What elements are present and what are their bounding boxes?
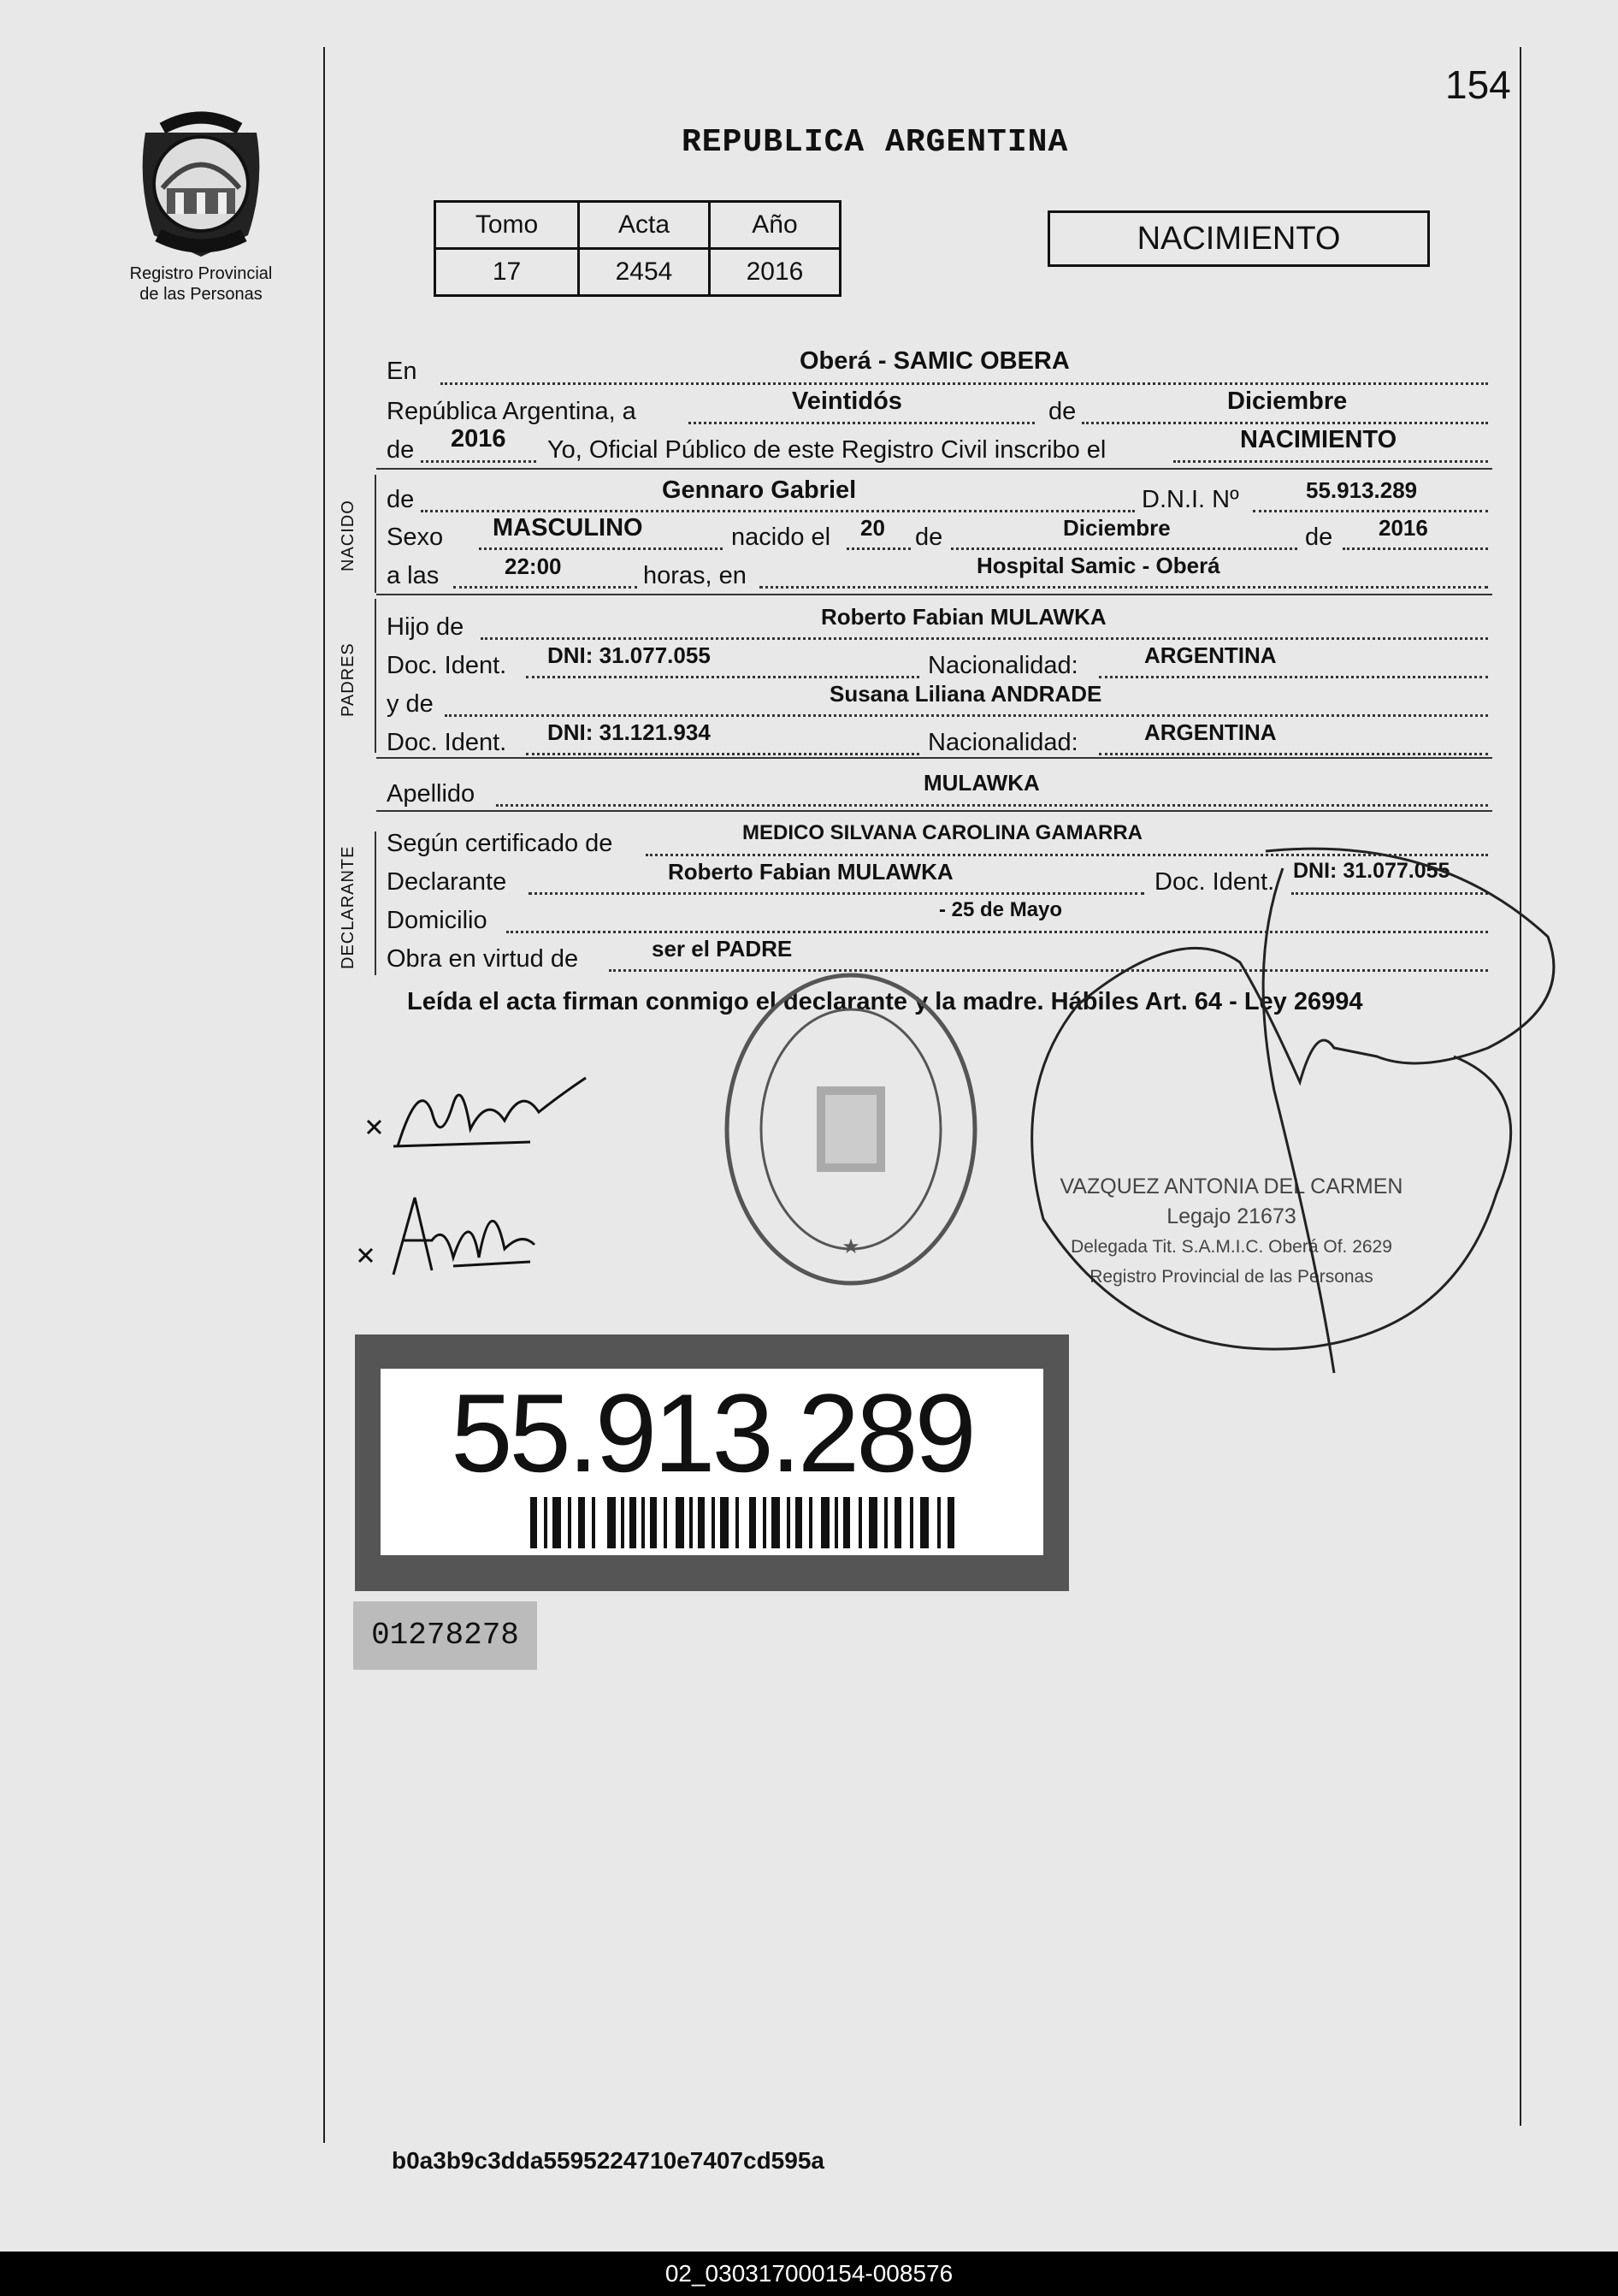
anio-label: Año [710,202,841,249]
official-stamp-name: VAZQUEZ ANTONIA DEL CARMEN [1060,1175,1403,1198]
footer-id-bar: 02_030317000154-008576 [0,2252,1618,2296]
birth-time-value: 22:00 [505,553,562,579]
record-type-box: NACIMIENTO [1048,210,1430,267]
month-value: Diciembre [1227,388,1348,415]
dotted-leader [1099,676,1488,678]
a-las-label: a las [387,562,440,589]
domicilio-value: - 25 de Mayo [939,898,1063,921]
section-divider [376,468,1492,470]
father-nationality-label: Nacionalidad: [928,652,1078,679]
father-doc-label: Doc. Ident. [387,652,507,679]
barcode-label [355,1334,1069,1591]
dotted-leader [421,460,536,463]
declarant-signature [359,1061,599,1163]
obra-label: Obra en virtud de [387,945,579,973]
father-nationality-value: ARGENTINA [1144,642,1277,668]
horas-label: horas, en [643,562,747,589]
declarante-section-label: DECLARANTE [339,845,357,969]
y-de-label: y de [387,690,434,718]
barcode-label-inner [381,1369,1043,1555]
birth-de-year-label: de [1305,524,1333,551]
serial-number: 01278278 [353,1601,537,1670]
dotted-leader [1099,753,1488,755]
acta-label: Acta [579,202,710,249]
closing-statement: Leída el acta firman conmigo el declarante y la madre. Hábiles Art. 64 - Ley 26994 [407,988,1363,1015]
dotted-leader [1082,422,1488,424]
dotted-leader [440,382,1488,385]
birth-de-label: de [915,524,943,551]
inscribo-value: NACIMIENTO [1240,426,1397,453]
mother-name-value: Susana Liliana ANDRADE [830,681,1102,707]
mother-doc-label: Doc. Ident. [387,729,507,756]
anio-value: 2016 [710,249,841,296]
left-margin-line [323,47,325,2143]
dotted-leader [1173,460,1488,463]
child-name-value: Gennaro Gabriel [662,476,857,504]
child-dni-value: 55.913.289 [1306,477,1418,503]
provincia-misiones-seal [128,107,274,261]
dotted-leader [526,753,919,755]
dotted-leader [759,586,1488,589]
dotted-leader [847,547,911,550]
tomo-label: Tomo [435,202,579,249]
birth-day-value: 20 [860,515,885,541]
dni-label: D.N.I. Nº [1142,486,1239,513]
document-hash: b0a3b9c3dda5595224710e7407cd595a [392,2147,824,2174]
mother-signature [351,1181,547,1292]
dotted-leader [526,676,919,678]
day-words-value: Veintidós [792,388,902,415]
hijo-de-label: Hijo de [387,613,464,641]
mother-doc-value: DNI: 31.121.934 [547,719,711,745]
nacido-de-label: de [387,486,415,513]
svg-text:★: ★ [841,1235,860,1258]
obra-value: ser el PADRE [652,936,793,962]
official-stamp-legajo: Legajo 21673 [1166,1204,1296,1228]
father-name-value: Roberto Fabian MULAWKA [821,604,1107,630]
certificado-value: MEDICO SILVANA CAROLINA GAMARRA [742,821,1143,844]
birth-month-value: Diciembre [1063,515,1171,541]
official-stamp-role: Delegada Tit. S.A.M.I.C. Oberá Of. 2629 [1071,1237,1392,1257]
record-table [434,200,841,297]
declarante-doc-value: DNI: 31.077.055 [1293,859,1450,883]
dotted-leader [496,804,1488,807]
padres-section-label: PADRES [339,642,357,717]
section-divider [376,810,1492,812]
registry-caption [111,263,291,305]
year-value: 2016 [451,425,506,453]
registry-caption-line1: Registro Provincial [129,264,273,283]
dotted-leader [688,422,1035,424]
domicilio-label: Domicilio [387,907,487,934]
dotted-leader [445,714,1488,717]
section-divider [376,594,1492,595]
page-number: 154 [1445,62,1511,107]
dotted-leader [479,547,723,550]
republica-label: República Argentina, a [387,398,636,425]
registry-caption-line2: de las Personas [139,285,263,304]
barcode-bars [530,1497,958,1548]
declarante-label: Declarante [387,868,507,896]
de-label: de [1048,398,1077,425]
en-label: En [387,358,417,385]
mother-nationality-label: Nacionalidad: [928,729,1078,756]
delegacion-round-stamp [718,967,983,1292]
declarante-value: Roberto Fabian MULAWKA [668,859,954,885]
birth-year-value: 2016 [1379,515,1428,541]
country-title: REPUBLICA ARGENTINA [682,124,1069,161]
apellido-label: Apellido [387,780,475,808]
declarante-doc-label: Doc. Ident. [1154,868,1275,896]
mother-nationality-value: ARGENTINA [1144,719,1277,745]
official-signature [1009,834,1574,1377]
apellido-value: MULAWKA [924,770,1040,796]
inscribo-label: Yo, Oficial Público de este Registro Civil inscribo el [547,436,1107,464]
certificado-label: Según certificado de [387,830,613,857]
nacido-el-label: nacido el [731,524,831,551]
dotted-leader [1343,547,1488,550]
sexo-label: Sexo [387,524,444,551]
dotted-leader [951,547,1297,550]
dotted-leader [481,637,1488,640]
dotted-leader [421,510,1135,512]
birth-place-value: Hospital Samic - Oberá [977,553,1220,578]
dotted-leader [453,586,637,589]
tomo-value: 17 [435,249,579,296]
section-divider [376,757,1492,759]
section-bracket [375,831,376,975]
place-value: Oberá - SAMIC OBERA [800,347,1070,375]
nacido-section-label: NACIDO [339,500,357,571]
acta-value: 2454 [579,249,710,296]
official-stamp-registry: Registro Provincial de las Personas [1089,1267,1373,1287]
section-bracket [375,475,376,593]
father-doc-value: DNI: 31.077.055 [547,642,711,668]
dotted-leader [1253,510,1488,512]
section-bracket [375,599,376,753]
de-year-label: de [387,436,415,464]
barcode-number: 55.913.289 [451,1370,973,1495]
sexo-value: MASCULINO [493,514,643,541]
